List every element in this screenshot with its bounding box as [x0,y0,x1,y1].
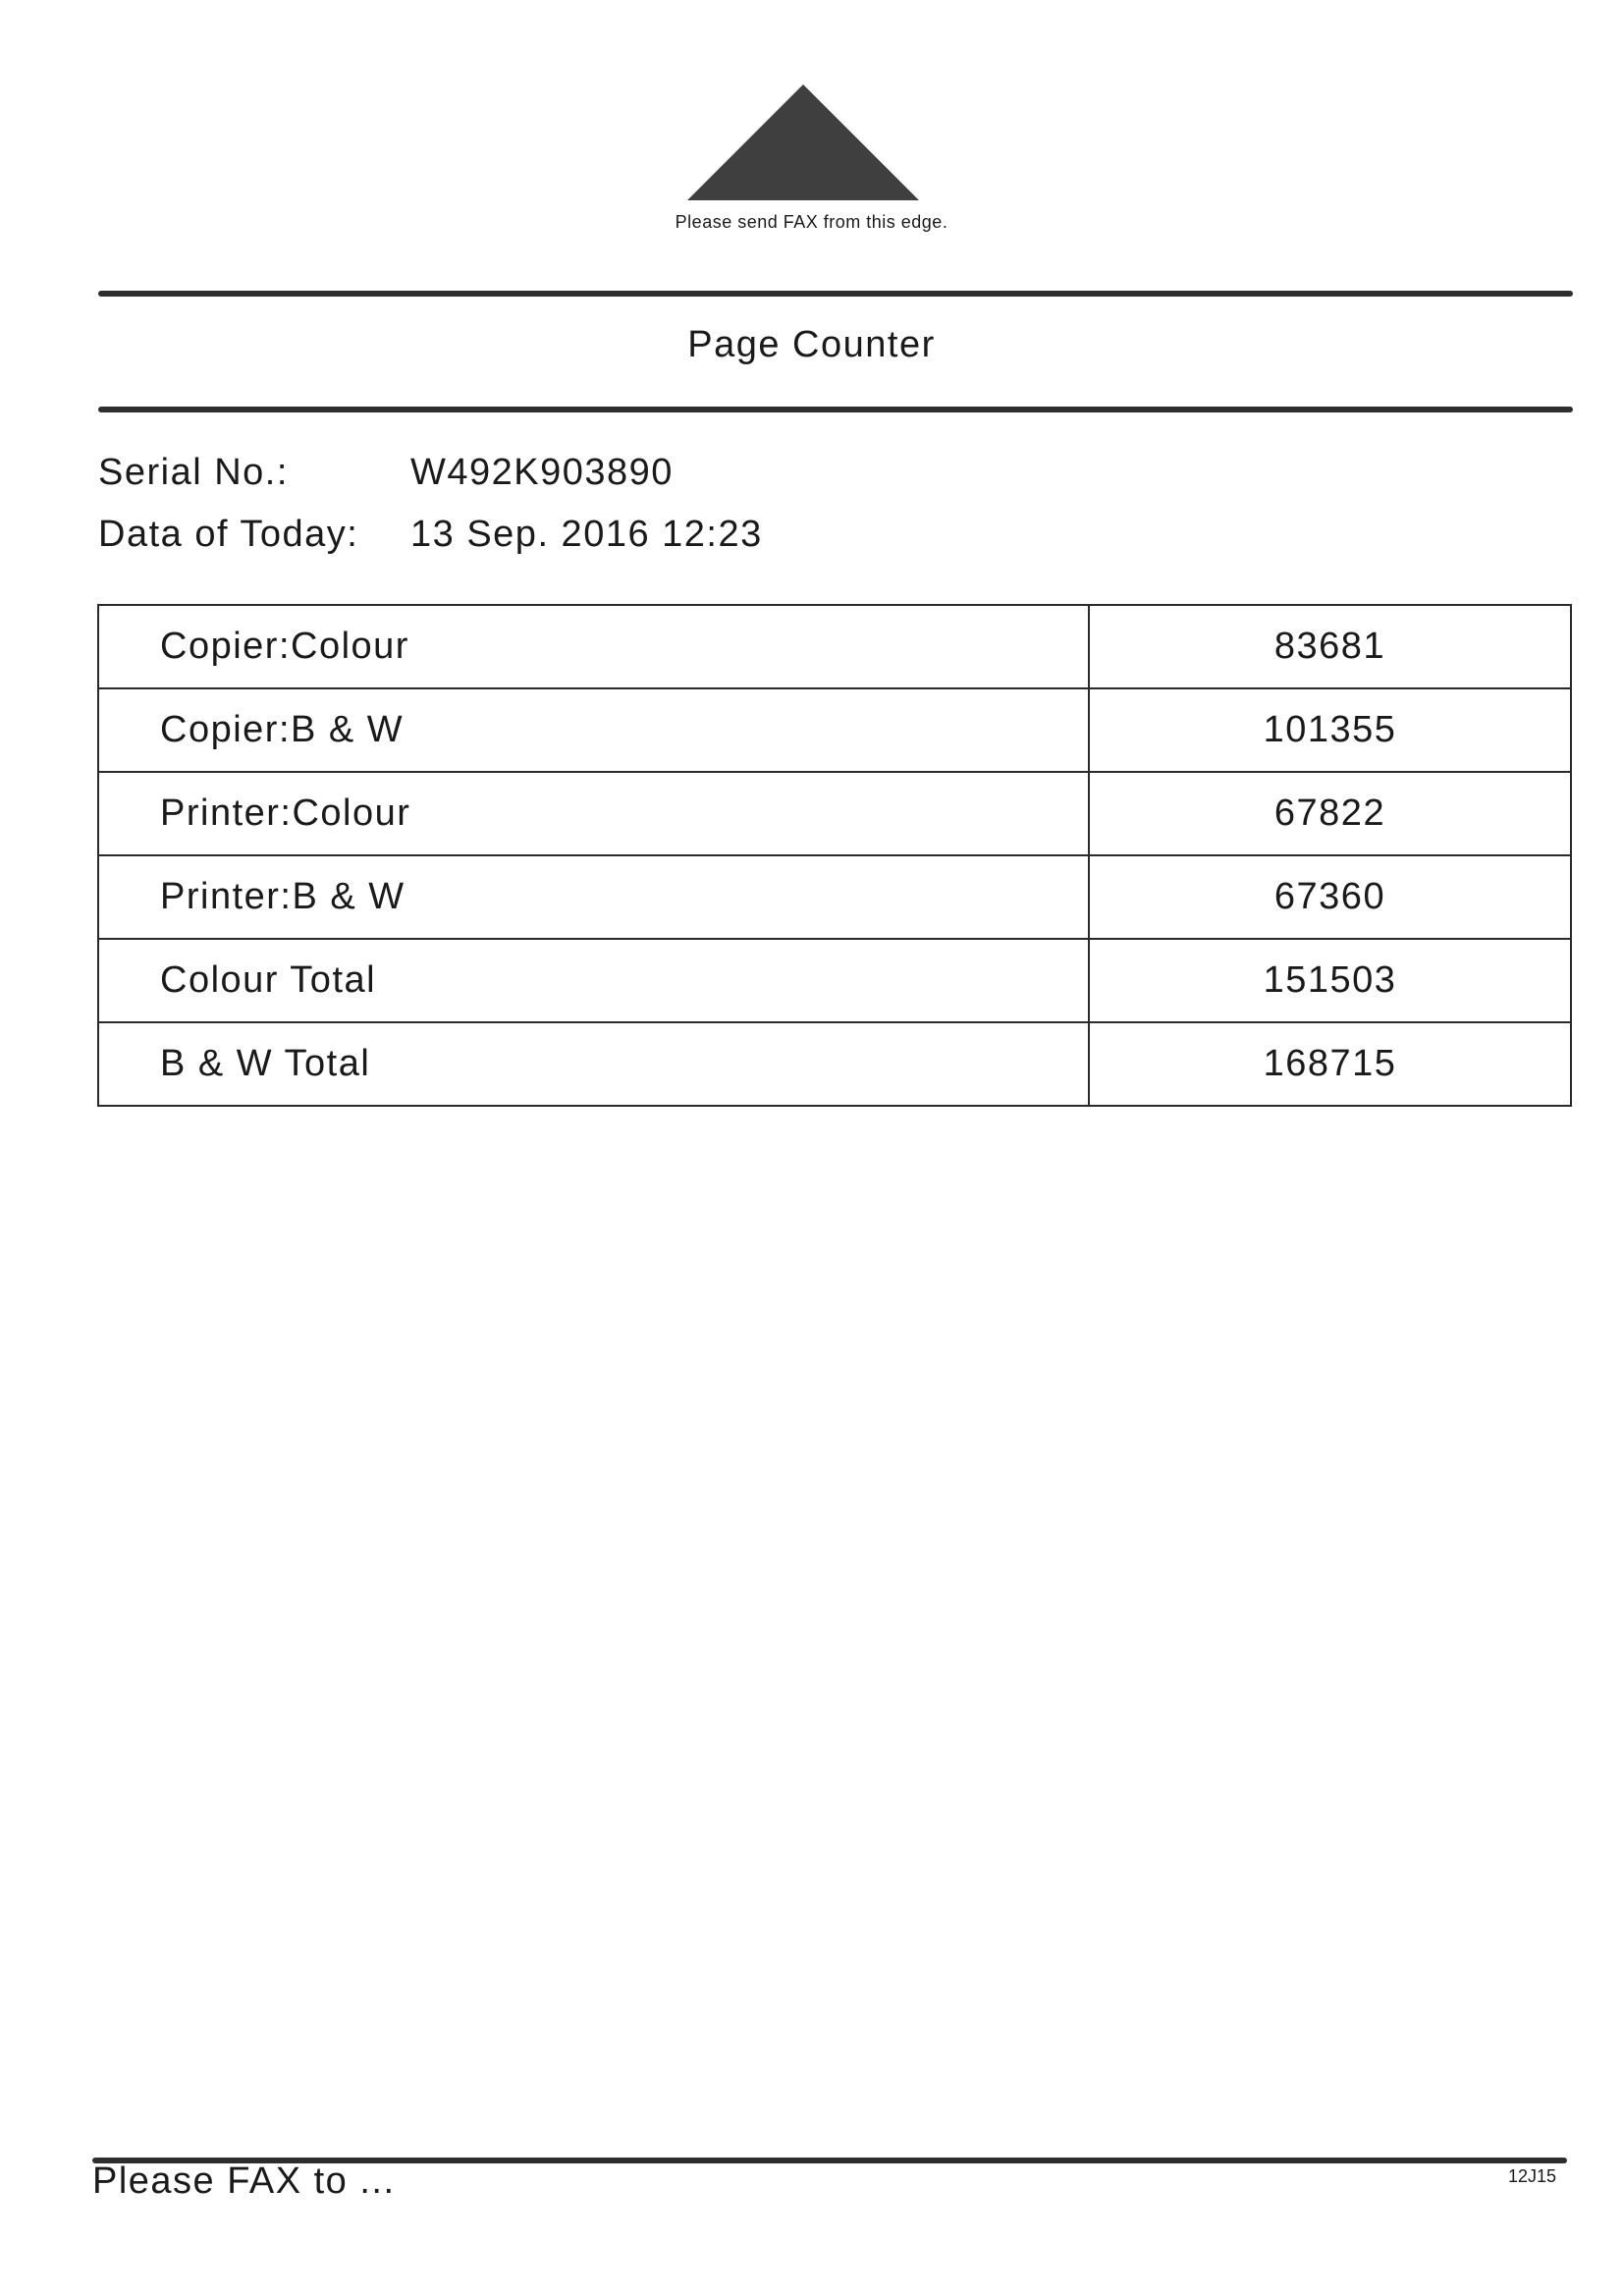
date-label: Data of Today: [98,514,359,555]
triangle-up-icon [687,84,919,200]
title-divider [98,407,1573,412]
counter-label: B & W Total [98,1022,1089,1106]
date-value: 13 Sep. 2016 12:23 [410,514,763,555]
form-code: 12J15 [1508,2166,1557,2186]
counter-label: Copier:B & W [98,688,1089,772]
top-divider [98,291,1573,297]
table-row [98,605,1571,688]
counter-label: Printer:Colour [98,772,1089,855]
table-row [98,1022,1571,1106]
table-row [98,688,1571,772]
counter-value: 67822 [1089,772,1571,855]
serial-value: W492K903890 [410,452,674,493]
fax-edge-note: Please send FAX from this edge. [675,212,948,232]
table-row [98,772,1571,855]
counter-label: Copier:Colour [98,605,1089,688]
page-title: Page Counter [687,324,936,365]
counter-value: 83681 [1089,605,1571,688]
counter-label: Printer:B & W [98,855,1089,939]
table-row [98,855,1571,939]
fax-to-text: Please FAX to ... [92,2160,396,2202]
serial-label: Serial No.: [98,452,289,493]
counter-label: Colour Total [98,939,1089,1022]
counter-value: 151503 [1089,939,1571,1022]
counter-value: 101355 [1089,688,1571,772]
counter-table [97,604,1572,1107]
counter-value: 67360 [1089,855,1571,939]
table-row [98,939,1571,1022]
counter-value: 168715 [1089,1022,1571,1106]
